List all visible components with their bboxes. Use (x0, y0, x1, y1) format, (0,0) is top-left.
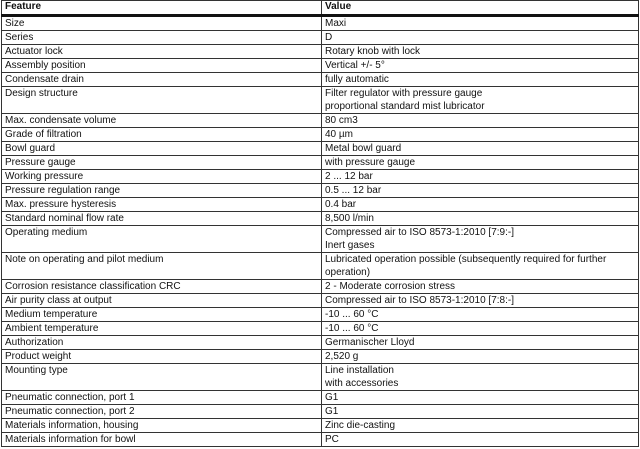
value-cell (322, 128, 639, 142)
feature-cell (2, 184, 322, 198)
value-text: Germanischer Lloyd (325, 337, 415, 348)
table-row (2, 184, 639, 198)
feature-cell (2, 212, 322, 226)
table-row (2, 73, 639, 87)
value-text: PC (325, 434, 339, 445)
feature-cell (2, 73, 322, 87)
value-cell (322, 433, 639, 447)
value-text: proportional standard mist lubricator (325, 101, 485, 112)
feature-cell (2, 322, 322, 336)
feature-label: Authorization (5, 337, 64, 348)
value-text: fully automatic (325, 74, 389, 85)
value-text: D (325, 32, 333, 43)
value-cell (322, 170, 639, 184)
value-text: 80 cm3 (325, 115, 358, 126)
value-text: with accessories (325, 378, 399, 389)
value-text: 0.4 bar (325, 199, 357, 210)
table-row (2, 198, 639, 212)
value-cell (322, 391, 639, 405)
table-row (2, 294, 639, 308)
value-text: -10 ... 60 °C (325, 309, 379, 320)
table-row (2, 253, 639, 280)
feature-label: Corrosion resistance classification CRC (5, 281, 181, 292)
value-text: Vertical +/- 5° (325, 60, 385, 71)
value-text: 8,500 l/min (325, 213, 374, 224)
value-cell (322, 253, 639, 280)
feature-cell (2, 45, 322, 59)
feature-label: Actuator lock (5, 46, 63, 57)
value-text: -10 ... 60 °C (325, 323, 379, 334)
value-text: with pressure gauge (325, 157, 416, 168)
table-row (2, 280, 639, 294)
feature-cell (2, 336, 322, 350)
feature-cell (2, 308, 322, 322)
feature-cell (2, 405, 322, 419)
feature-label: Materials information, housing (5, 420, 139, 431)
value-text: Filter regulator with pressure gauge (325, 88, 483, 99)
feature-label: Pneumatic connection, port 1 (5, 392, 135, 403)
table-row (2, 419, 639, 433)
table-row (2, 405, 639, 419)
table-row (2, 308, 639, 322)
value-text: Inert gases (325, 240, 375, 251)
feature-label: Design structure (5, 88, 78, 99)
table-row (2, 322, 639, 336)
table-row (2, 114, 639, 128)
value-text: Lubricated operation possible (subsequently required for further (325, 254, 607, 265)
value-cell (322, 198, 639, 212)
table-row (2, 128, 639, 142)
table-row (2, 226, 639, 253)
value-cell (322, 114, 639, 128)
value-text: Maxi (325, 18, 347, 29)
table-row (2, 45, 639, 59)
feature-label: Pressure gauge (5, 157, 76, 168)
feature-cell (2, 226, 322, 253)
value-text: 2,520 g (325, 351, 359, 362)
value-cell (322, 294, 639, 308)
value-text: G1 (325, 392, 339, 403)
value-cell (322, 212, 639, 226)
value-cell (322, 350, 639, 364)
feature-label: Ambient temperature (5, 323, 99, 334)
value-cell (322, 73, 639, 87)
table-row (2, 31, 639, 45)
value-text: 2 - Moderate corrosion stress (325, 281, 456, 292)
value-cell (322, 308, 639, 322)
table-row (2, 170, 639, 184)
feature-label: Max. pressure hysteresis (5, 199, 117, 210)
feature-cell (2, 350, 322, 364)
value-cell (322, 156, 639, 170)
feature-cell (2, 433, 322, 447)
feature-label: Note on operating and pilot medium (5, 254, 164, 265)
value-cell (322, 31, 639, 45)
feature-cell (2, 16, 322, 31)
feature-cell (2, 31, 322, 45)
table-row (2, 59, 639, 73)
value-text: Compressed air to ISO 8573-1:2010 [7:9:-] (325, 227, 514, 238)
column-header-value: Value (322, 1, 639, 16)
feature-label: Max. condensate volume (5, 115, 117, 126)
value-text: 0.5 ... 12 bar (325, 185, 382, 196)
feature-label: Pressure regulation range (5, 185, 121, 196)
value-cell (322, 322, 639, 336)
feature-label: Series (5, 32, 34, 43)
table-row (2, 212, 639, 226)
value-text: Metal bowl guard (325, 143, 402, 154)
feature-cell (2, 114, 322, 128)
feature-cell (2, 198, 322, 212)
value-cell (322, 45, 639, 59)
feature-cell (2, 294, 322, 308)
value-text: operation) (325, 267, 371, 278)
value-text: Rotary knob with lock (325, 46, 421, 57)
value-text: Line installation (325, 365, 394, 376)
value-cell (322, 59, 639, 73)
table-row (2, 391, 639, 405)
table-row (2, 87, 639, 114)
feature-cell (2, 419, 322, 433)
feature-label: Operating medium (5, 227, 88, 238)
value-cell (322, 142, 639, 156)
feature-label: Standard nominal flow rate (5, 213, 124, 224)
feature-cell (2, 170, 322, 184)
feature-cell (2, 128, 322, 142)
value-text: 2 ... 12 bar (325, 171, 373, 182)
feature-label: Pneumatic connection, port 2 (5, 406, 135, 417)
table-body (2, 16, 639, 447)
table-row (2, 364, 639, 391)
column-header-feature: Feature (2, 1, 322, 16)
value-cell (322, 87, 639, 114)
value-cell (322, 280, 639, 294)
feature-cell (2, 87, 322, 114)
table-row (2, 350, 639, 364)
value-text: Compressed air to ISO 8573-1:2010 [7:8:-] (325, 295, 514, 306)
value-cell (322, 184, 639, 198)
value-cell (322, 419, 639, 433)
feature-cell (2, 391, 322, 405)
feature-cell (2, 59, 322, 73)
table-header-row (2, 1, 639, 16)
table-row (2, 336, 639, 350)
value-cell (322, 16, 639, 31)
table-row (2, 156, 639, 170)
value-cell (322, 405, 639, 419)
feature-cell (2, 142, 322, 156)
feature-label: Mounting type (5, 365, 68, 376)
table-row (2, 16, 639, 31)
feature-label: Product weight (5, 351, 72, 362)
feature-label: Grade of filtration (5, 129, 82, 140)
feature-cell (2, 280, 322, 294)
feature-label: Assembly position (5, 60, 86, 71)
value-text: G1 (325, 406, 339, 417)
table-row (2, 142, 639, 156)
feature-label: Bowl guard (5, 143, 56, 154)
table-row (2, 433, 639, 447)
feature-label: Condensate drain (5, 74, 84, 85)
feature-cell (2, 253, 322, 280)
feature-label: Medium temperature (5, 309, 98, 320)
value-cell (322, 364, 639, 391)
feature-label: Air purity class at output (5, 295, 112, 306)
feature-label: Working pressure (5, 171, 84, 182)
value-cell (322, 226, 639, 253)
feature-label: Materials information for bowl (5, 434, 136, 445)
specification-table (1, 0, 639, 447)
value-cell (322, 336, 639, 350)
feature-label: Size (5, 18, 25, 29)
value-text: 40 µm (325, 129, 353, 140)
feature-cell (2, 156, 322, 170)
value-text: Zinc die-casting (325, 420, 396, 431)
feature-cell (2, 364, 322, 391)
